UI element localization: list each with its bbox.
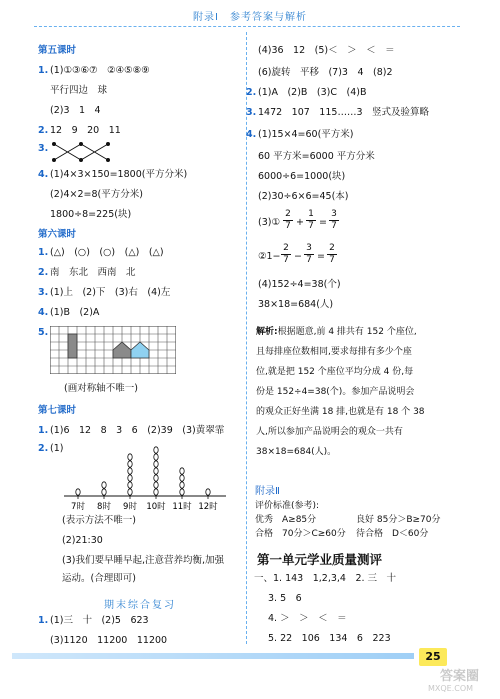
section-7-title: 第七课时 (38, 405, 77, 416)
s7-q2-number: 2. (38, 443, 49, 454)
fraction-3-7-b (304, 243, 314, 266)
page-header: 附录Ⅰ 参考答案与解析 (193, 12, 307, 23)
tally-mark (128, 468, 132, 474)
explanation-line-2: 且每排座位数相同,要求每排有多少个座 (256, 347, 412, 357)
r-q4-answer-1: (1)15×4=60(平方米) (258, 129, 354, 140)
s6-q5-note: (画对称轴不唯一) (64, 383, 138, 394)
s5-q4-answer-c: 1800÷8=225(块) (50, 209, 132, 220)
section-5-title: 第五课时 (38, 45, 77, 56)
tally-mark (154, 461, 158, 467)
tally-mark (154, 482, 158, 488)
r-q4-answer-3: 6000÷6=1000(块) (258, 171, 346, 182)
fraction-3-7-a (329, 209, 339, 232)
unit-answer-1: 一、1. 143 1,2,3,4 2. 三 十 (254, 573, 397, 584)
denominator: 7 (306, 220, 316, 232)
review-q1-number: 1. (38, 615, 49, 626)
numerator: 2 (329, 243, 335, 253)
explanation-line-7: 38×18=684(人)。 (256, 447, 337, 457)
r-q4-answer-6: 38×18=684(人) (258, 299, 334, 310)
appendix-2-title: 附录Ⅱ (255, 486, 280, 497)
tally-mark (180, 489, 184, 495)
numerator: 3 (331, 209, 337, 219)
s6-q2-answer: 南 东北 西南 北 (50, 267, 136, 278)
minus-sign: − (294, 251, 302, 262)
tally-mark (128, 475, 132, 481)
tally-x-label: 8时 (97, 502, 111, 512)
fraction-2-7-a (283, 209, 293, 232)
tally-mark (154, 489, 158, 495)
r-q3-answer: 1472 107 115……3 竖式及验算略 (258, 107, 429, 118)
denominator: 7 (283, 220, 293, 232)
grade-excellent: 优秀 A≥85分 (255, 515, 317, 525)
r-line-1: (4)36 12 (5)＜ ＞ ＜ ＝ (258, 45, 395, 56)
s6-q3-answer: (1)上 (2)下 (3)右 (4)左 (50, 287, 171, 298)
unit-answer-3: 4. ＞ ＞ ＜ ＝ (268, 613, 347, 624)
denominator: 7 (304, 254, 314, 266)
explanation-line-4: 份是 152÷4=38(个)。参加产品说明会 (256, 387, 415, 397)
s5-q2-number: 2. (38, 125, 49, 136)
grade-good: 良好 85分＞B≥70分 (356, 515, 441, 525)
s7-q1-number: 1. (38, 425, 49, 436)
s6-q1-answer: (△) (○) (○) (△) (△) (50, 247, 164, 258)
r-q4-answer-5: (4)152÷4=38(个) (258, 279, 341, 290)
s5-q1-answer-a: (1)①③⑥⑦ ②④⑤⑧⑨ (50, 65, 150, 76)
tally-x-label: 9时 (123, 502, 137, 512)
s5-q4-answer-b: (2)4×2=8(平方分米) (50, 189, 143, 200)
r-q3-number: 3. (246, 107, 257, 118)
fraction-2-7-b (281, 243, 291, 266)
s5-q1-answer-b: 平行四边 球 (50, 85, 108, 96)
s7-q1-answer: (1)6 12 8 3 6 (2)39 (3)黄翠霏 (50, 425, 225, 436)
s5-q1-answer-c: (2)3 1 4 (50, 105, 101, 116)
column-divider (246, 32, 247, 644)
tally-mark (180, 475, 184, 481)
tally-mark (154, 475, 158, 481)
fraction-1-7 (306, 209, 316, 232)
tally-x-label: 12时 (198, 502, 218, 512)
header-rule (34, 26, 460, 27)
sleep-time-tally-chart (62, 444, 230, 512)
explanation-line-5: 的观众正好坐满 18 排,也就是有 18 个 38 (256, 407, 425, 417)
tally-mark (128, 489, 132, 495)
tally-x-label: 10时 (146, 502, 166, 512)
s5-q3-matching-diagram (48, 140, 128, 164)
s5-q4-answer-a: (1)4×3×150=1800(平方分米) (50, 169, 188, 180)
tally-mark (154, 454, 158, 460)
unit-answer-2: 3. 5 6 (268, 593, 302, 604)
grade-needs-improvement: 待合格 D＜60分 (356, 529, 429, 539)
numerator: 2 (283, 243, 289, 253)
s6-q3-number: 3. (38, 287, 49, 298)
denominator: 7 (281, 254, 291, 266)
tally-mark (154, 447, 158, 453)
review-q1-answer-b: (3)1120 11200 11200 (50, 635, 168, 646)
tally-mark (128, 482, 132, 488)
section-6-title: 第六课时 (38, 229, 77, 240)
s7-q2-note: (表示方法不唯一) (62, 515, 136, 526)
explanation-line-3: 位,就是把 152 个座位平均分成 4 份,每 (256, 367, 414, 377)
s5-q3-number: 3. (38, 143, 49, 154)
equals-sign: = (319, 217, 327, 228)
tally-mark (102, 482, 106, 488)
tally-x-label: 11时 (172, 502, 192, 512)
grading-criteria-label: 评价标准(参考): (255, 501, 320, 511)
s6-q4-answer: (1)B (2)A (50, 307, 100, 318)
numerator: 2 (285, 209, 291, 219)
shaded-rectangle-left (68, 334, 77, 358)
plus-sign: + (296, 217, 304, 228)
page-number: 25 (419, 648, 447, 666)
tally-x-label: 7时 (71, 502, 85, 512)
r-q4-answer-2: 60 平方米=6000 平方分米 (258, 151, 375, 162)
unit-answer-4: 5. 22 106 134 6 223 (268, 633, 391, 644)
s7-q2-part1-label: (1) (50, 443, 64, 454)
unit-1-test-title: 第一单元学业质量测评 (257, 552, 383, 567)
explanation-line-6: 人,所以参加产品说明会的观众一共有 (256, 427, 403, 437)
equals-sign-2: = (317, 251, 325, 262)
r-q2-number: 2. (246, 87, 257, 98)
r-q2-answer: (1)A (2)B (3)C (4)B (258, 87, 367, 98)
fraction-eq-1-prefix: (3)① (258, 217, 280, 228)
tally-mark (206, 489, 210, 495)
tally-mark (102, 489, 106, 495)
s5-q1-number: 1. (38, 65, 49, 76)
watermark-logo: 答案圈 (440, 669, 480, 684)
fraction-2-7-c (327, 243, 337, 266)
s6-q4-number: 4. (38, 307, 49, 318)
numerator: 3 (306, 243, 312, 253)
explanation-text-1: 根据题意,前 4 排共有 152 个座位, (277, 327, 417, 337)
s5-q4-number: 4. (38, 169, 49, 180)
explanation-line-1 (256, 326, 417, 339)
tally-mark (180, 482, 184, 488)
tally-mark (76, 489, 80, 495)
tally-mark (128, 454, 132, 460)
grade-pass: 合格 70分＞C≥60分 (255, 529, 346, 539)
s6-q2-number: 2. (38, 267, 49, 278)
s7-q2-answer-b: (2)21:30 (62, 535, 103, 546)
r-q4-number: 4. (246, 129, 257, 140)
denominator: 7 (329, 220, 339, 232)
s6-q1-number: 1. (38, 247, 49, 258)
final-review-title: 期末综合复习 (104, 600, 176, 611)
s7-q2-answer-c: (3)我们要早睡早起,注意营养均衡,加强 (62, 555, 224, 566)
r-q4-answer-4: (2)30÷6×6=45(本) (258, 191, 349, 202)
watermark-url: MXQE.COM (428, 684, 474, 693)
s6-q5-symmetry-grid (50, 326, 176, 374)
bottom-decorative-band (12, 653, 414, 659)
tally-mark (180, 468, 184, 474)
s7-q2-answer-d: 运动。(合理即可) (62, 573, 136, 584)
tally-mark (128, 461, 132, 467)
review-q1-answer-a: (1)三 十 (2)5 623 (50, 615, 149, 626)
s5-q2-answer: 12 9 20 11 (50, 125, 121, 136)
explanation-label: 解析: (256, 327, 278, 337)
s6-q5-number: 5. (38, 327, 49, 338)
r-line-2: (6)旋转 平移 (7)3 4 (8)2 (258, 67, 393, 78)
denominator: 7 (327, 254, 337, 266)
fraction-eq-2-prefix: ②1− (258, 251, 281, 262)
tally-mark (154, 468, 158, 474)
numerator: 1 (308, 209, 314, 219)
